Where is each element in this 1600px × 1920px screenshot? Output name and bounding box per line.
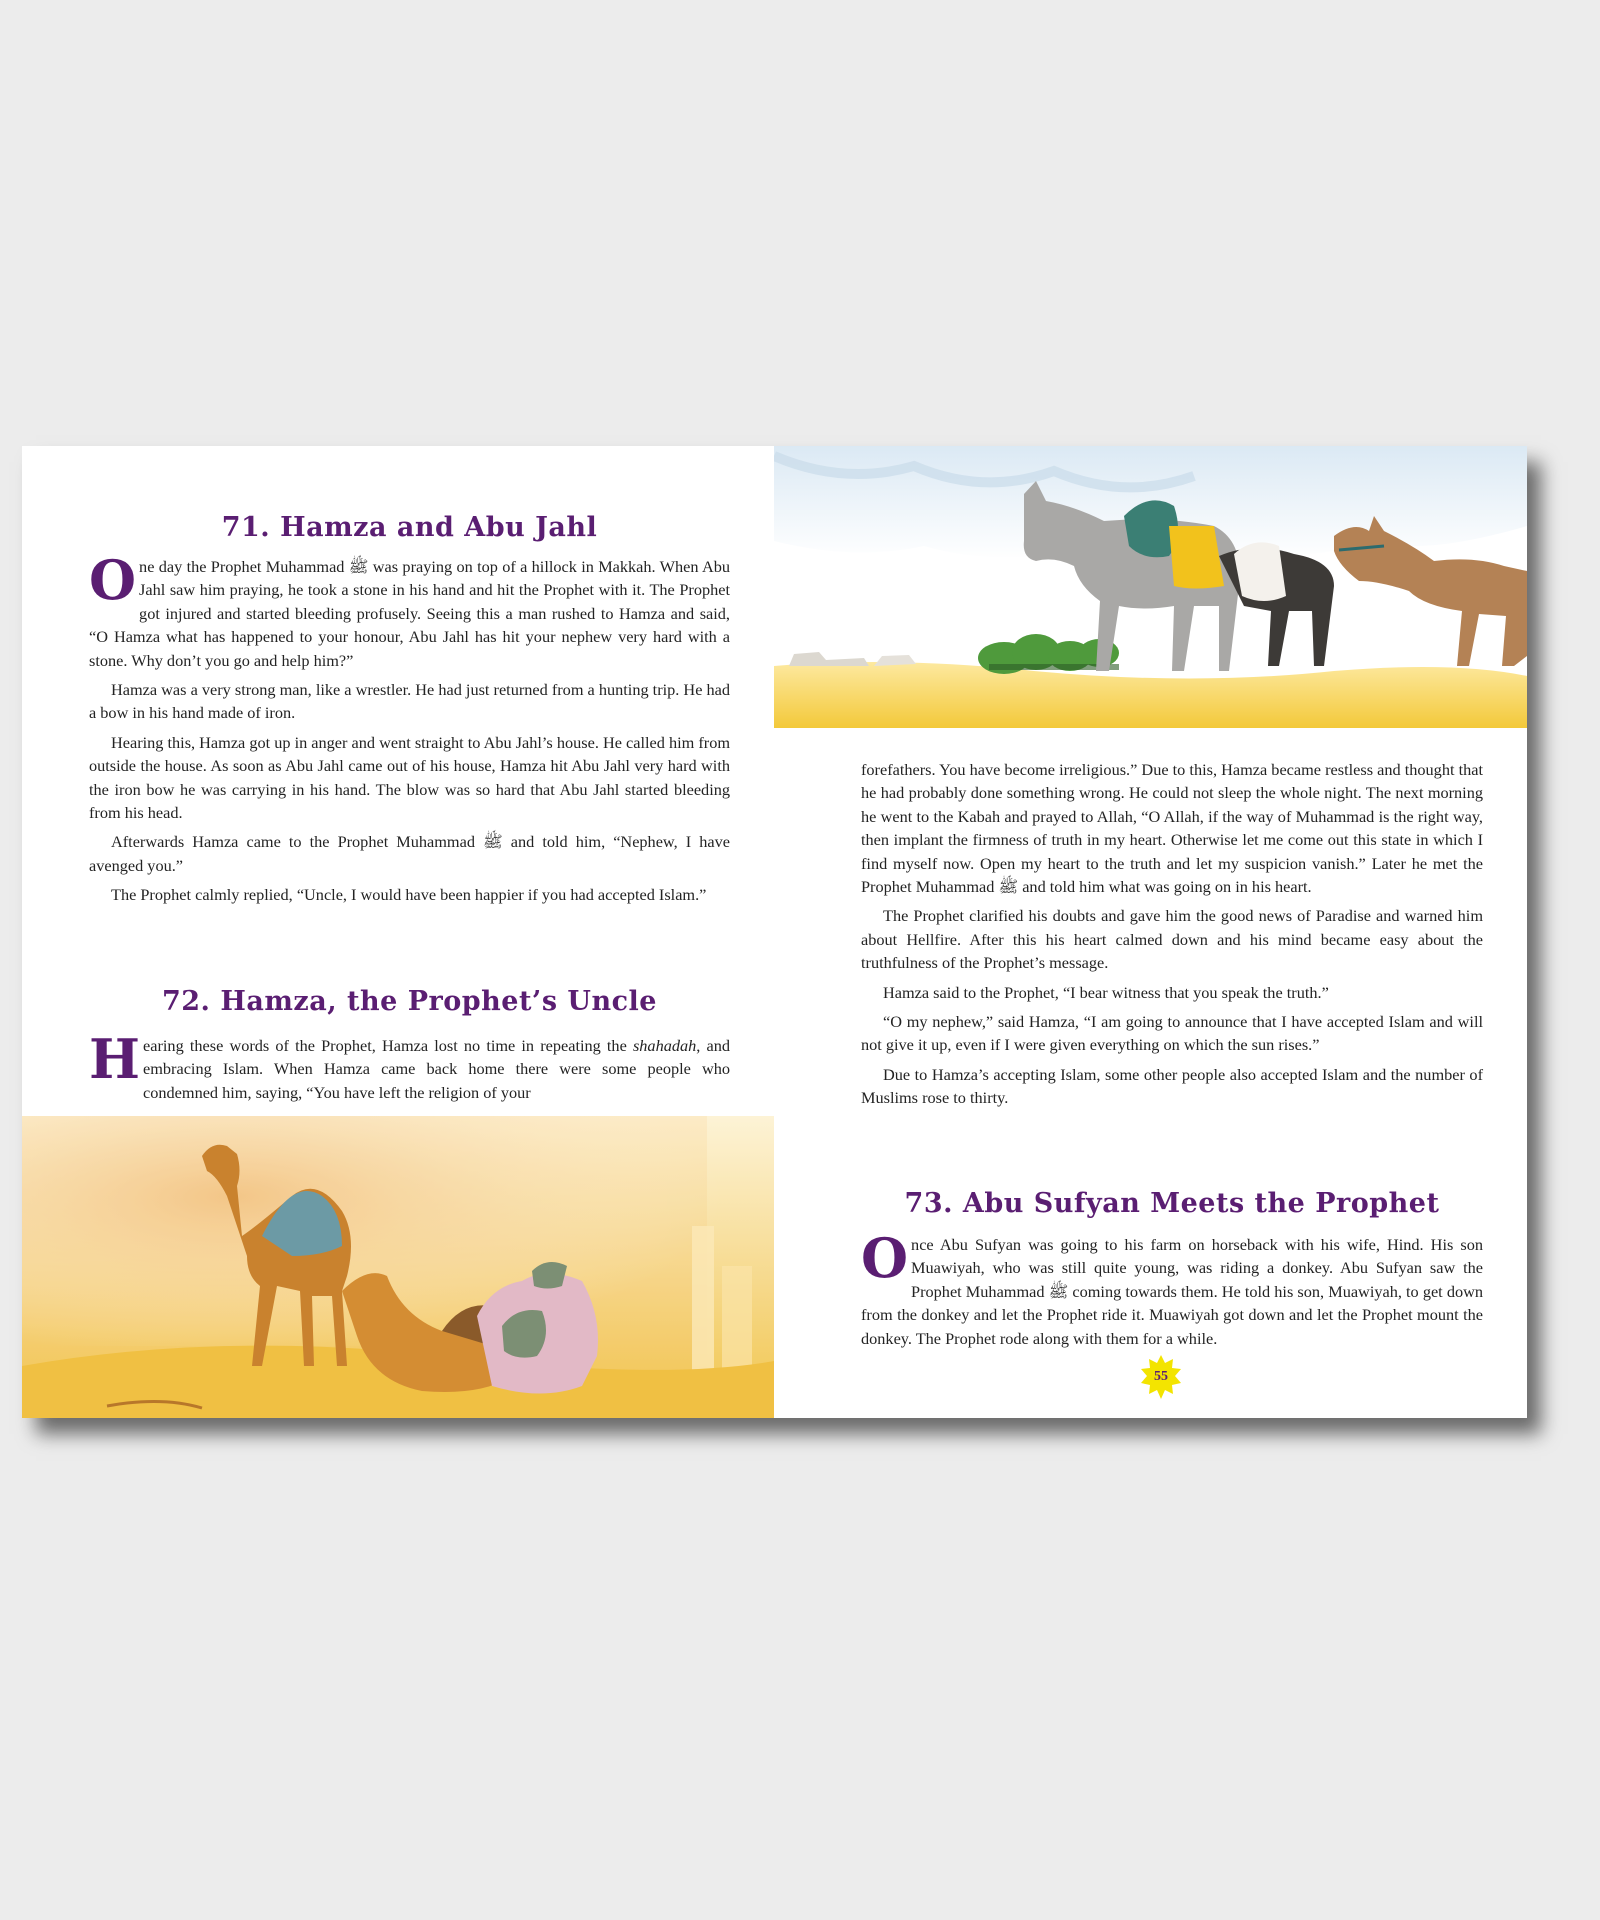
right-page xyxy=(774,446,1527,1418)
book-spread xyxy=(22,446,1527,1418)
left-page xyxy=(22,446,774,1418)
page-number-badge xyxy=(1138,1354,1184,1400)
section-71-paragraph-3: Hearing this, Hamza got up in anger and went straight to Abu Jahl’s house. He called him from outside the house. As soon as Abu Jahl came out of his house, Hamza hit Abu Jahl very hard with the iron bow he was carrying in his hand. The blow was so hard that Abu Jahl started bleeding from his head. xyxy=(89,732,730,823)
section-71 xyxy=(89,512,730,913)
section-71-paragraph-2: Hamza was a very strong man, like a wrestler. He had just returned from a hunting trip. He had a bow in his hand made of iron. xyxy=(89,680,730,723)
section-71-paragraph-1: One day the Prophet Muhammad ﷺ was praying on top of a hillock in Makkah. When Abu Jahl saw him praying, he took a stone in his hand and hit the Prophet with it. The Prophet got injured and started bleeding profusely. Seeing this a man rushed to Hamza and said, “O Hamza what has happened to your honour, Abu Jahl has hit your nephew very hard with a stone. Why don’t you go and help him?” xyxy=(89,548,730,670)
right-paragraph-4: “O my nephew,” said Hamza, “I am going to announce that I have accepted Islam and will not give it up, even if I were given everything on which the sun rises.” xyxy=(861,1012,1483,1055)
section-73-paragraph-1: Once Abu Sufyan was going to his farm on horseback with his wife, Hind. His son Muawiyah, who was still quite young, was riding a donkey. Abu Sufyan saw the Prophet Muhammad ﷺ coming towards them. He told his son, Muawiyah, to get down from the donkey and let the Prophet ride it. Muawiyah got down and let the Prophet mount the donkey. The Prophet rode along with them for a while. xyxy=(861,1226,1484,1348)
dropcap: O xyxy=(861,1226,909,1290)
section-72-title: 72. Hamza, the Prophet’s Uncle xyxy=(161,986,657,1017)
dropcap: O xyxy=(89,548,137,612)
right-paragraph-1: forefathers. You have become irreligious.” Due to this, Hamza became restless and thought that he had probably done something wrong. He could not sleep the whole night. The next morning he went to the Kabah and prayed to Allah, “O Allah, if the way of Muhammad is the right way, then implant the firmness of truth in my heart. Otherwise let me come out this state in which I find myself now. Open my heart to the truth and let my suspicion vanish.” Later he met the Prophet Muhammad ﷺ and told him what was going on in his heart. xyxy=(861,760,1483,897)
dropcap: H xyxy=(89,1027,141,1091)
section-72-paragraph-1: Hearing these words of the Prophet, Hamza lost no time in repeating the shahadah, and embracing Islam. When Hamza came back home there were some people who condemned him, saying, “You have left the religion of your xyxy=(89,1027,731,1102)
section-73-title: 73. Abu Sufyan Meets the Prophet xyxy=(904,1188,1440,1219)
right-paragraph-2: The Prophet clarified his doubts and gave him the good news of Paradise and warned him about Hellfire. After this his heart calmed down and his mind became easy about the truthfulness of the Prophet’s message. xyxy=(861,906,1483,973)
right-paragraph-3: Hamza said to the Prophet, “I bear witness that you speak the truth.” xyxy=(883,982,1329,1002)
donkeys-illustration xyxy=(774,446,1527,728)
right-page-body xyxy=(861,758,1483,1116)
section-71-paragraph-4: Afterwards Hamza came to the Prophet Muhammad ﷺ and told him, “Nephew, I have avenged you.” xyxy=(89,832,730,875)
section-71-title: 71. Hamza and Abu Jahl xyxy=(221,512,598,543)
section-72-body xyxy=(89,1027,731,1110)
section-73 xyxy=(861,1188,1483,1356)
camels-illustration xyxy=(22,1116,774,1418)
right-paragraph-5: Due to Hamza’s accepting Islam, some other people also accepted Islam and the number of Muslims rose to thirty. xyxy=(861,1064,1483,1108)
section-72 xyxy=(89,986,730,1017)
page-number: 55 xyxy=(1154,1369,1168,1384)
section-71-paragraph-5: The Prophet calmly replied, “Uncle, I would have been happier if you had accepted Islam.” xyxy=(111,885,707,905)
